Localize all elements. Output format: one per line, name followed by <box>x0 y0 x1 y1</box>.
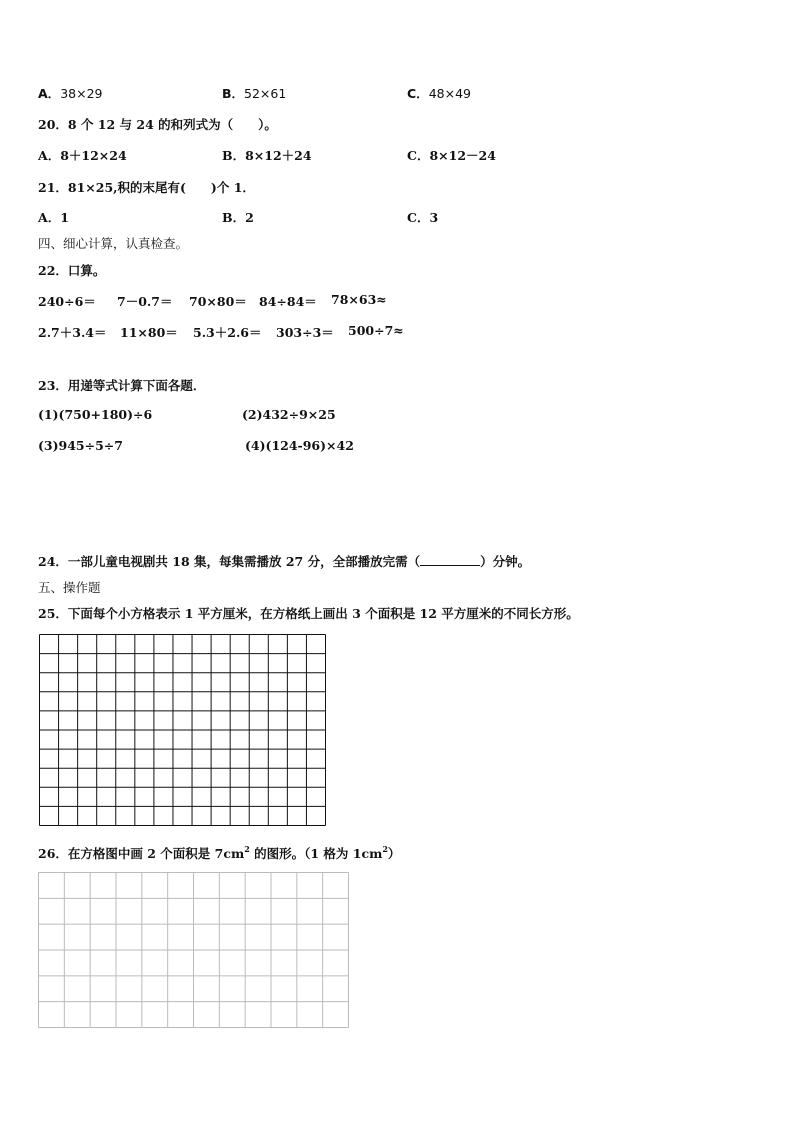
q26-text-c: ） <box>387 846 401 861</box>
q20-option-b-letter: B． <box>222 148 246 163</box>
q26-grid-paper[interactable] <box>38 872 349 1028</box>
q25-question: 25．下面每个小方格表示 1 平方厘米，在方格纸上画出 3 个面积是 12 平方厘米的不同长方形。 <box>38 606 579 621</box>
q24-answer-blank[interactable] <box>420 553 480 566</box>
q24-text-after: ）分钟。 <box>480 554 531 569</box>
q26-question <box>38 844 400 862</box>
q22-row1-item-3: 70×80＝ <box>189 294 247 309</box>
q19-option-b-letter: B． <box>222 86 245 101</box>
q22-row1-item-4: 84÷84＝ <box>259 294 317 309</box>
q22-row2-item-4: 303÷3＝ <box>276 325 334 340</box>
q21-option-c-letter: C． <box>407 210 430 225</box>
q21-option-a-text: 1 <box>60 210 69 225</box>
q20-option-c-letter: C． <box>407 148 430 163</box>
q19-option-a-letter: A． <box>38 86 61 101</box>
q22-question: 22．口算。 <box>38 263 106 278</box>
q22-row1-item-2: 7－0.7＝ <box>117 294 173 309</box>
q21-option-b <box>222 208 254 226</box>
q23-item-4: (4)(124-96)×42 <box>245 438 354 453</box>
q22-row2-item-5: 500÷7≈ <box>348 323 404 338</box>
q20-option-b-text: 8×12＋24 <box>245 148 312 163</box>
q26-text-b: 的图形。（1 格为 1cm <box>249 846 383 861</box>
q22-row2-item-3: 5.3＋2.6＝ <box>193 325 262 340</box>
q22-row1-item-1: 240÷6＝ <box>38 294 96 309</box>
q20-option-a <box>38 146 127 164</box>
q19-option-b-text: 52×61 <box>244 86 287 101</box>
q22-row2-item-2: 11×80＝ <box>120 325 178 340</box>
q21-option-c-text: 3 <box>429 210 439 225</box>
q19-option-a <box>38 84 102 102</box>
q21-option-c <box>407 208 438 226</box>
q25-grid-paper[interactable] <box>39 634 326 826</box>
q19-option-b <box>222 84 286 102</box>
q20-option-b <box>222 146 312 164</box>
q24-question <box>38 552 530 570</box>
q20-question: 20．8 个 12 与 24 的和列式为（ ）。 <box>38 117 277 132</box>
q21-option-a-letter: A． <box>38 210 61 225</box>
q21-option-b-text: 2 <box>245 210 254 225</box>
q20-option-c <box>407 146 496 164</box>
q19-option-c-letter: C． <box>407 86 429 101</box>
q22-row1-item-5: 78×63≈ <box>331 292 387 307</box>
q24-text-before: 24．一部儿童电视剧共 18 集，每集需播放 27 分，全部播放完需（ <box>38 554 421 569</box>
q20-option-a-letter: A． <box>38 148 61 163</box>
q26-text-a: 26．在方格图中画 2 个面积是 7cm <box>38 846 245 861</box>
q21-option-a <box>38 208 69 226</box>
section5-heading: 五、操作题 <box>38 580 101 595</box>
q19-option-a-text: 38×29 <box>60 86 103 101</box>
q19-option-c <box>407 84 471 102</box>
q23-item-3: (3)945÷5÷7 <box>38 438 123 453</box>
q23-item-1: (1)(750+180)÷6 <box>38 407 153 422</box>
q19-option-c-text: 48×49 <box>428 86 471 101</box>
q20-option-c-text: 8×12－24 <box>429 148 496 163</box>
q23-question: 23．用递等式计算下面各题． <box>38 378 206 393</box>
q21-question: 21．81×25,积的末尾有( )个 1． <box>38 180 255 195</box>
q26-sup-b: 2 <box>382 844 388 854</box>
q21-option-b-letter: B． <box>222 210 246 225</box>
q23-item-2: (2)432÷9×25 <box>242 407 336 422</box>
q26-sup-a: 2 <box>244 844 250 854</box>
section4-heading: 四、细心计算，认真检查。 <box>38 236 189 251</box>
q20-option-a-text: 8＋12×24 <box>60 148 127 163</box>
q22-row2-item-1: 2.7＋3.4＝ <box>38 325 107 340</box>
